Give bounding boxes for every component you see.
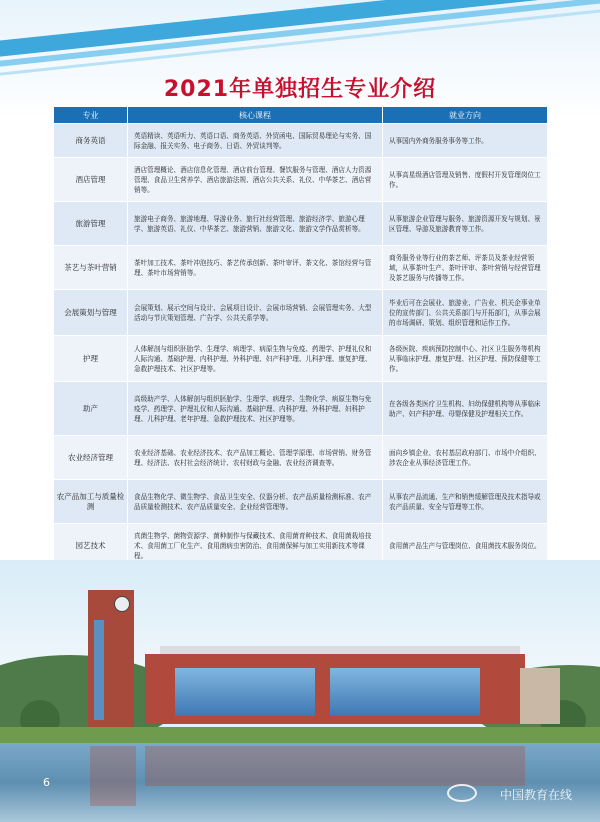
header-major: 专业 [54, 107, 128, 124]
careers-cell: 食用菌产品生产与管理岗位、食用菌技术服务岗位。 [383, 524, 548, 568]
careers-cell: 商务服务业等行业的茶艺师、评茶员及茶业经营领域，从事茶叶生产、茶叶评审、茶叶营销与经营管理及茶艺服务与传播等工作。 [383, 246, 548, 290]
courses-cell: 茶叶加工技术、茶叶冲泡技巧、茶艺传承创新、茶叶审评、茶文化、茶馆经营与管理、茶叶市场营销等。 [128, 246, 383, 290]
careers-cell: 在各级各类医疗卫生机构、妇幼保健机构等从事临床助产、妇产科护理、母婴保健及护理相关工作。 [383, 382, 548, 436]
careers-cell: 面向乡镇企业、农村基层政府部门、市场中介组织、涉农企业从事经济管理工作。 [383, 436, 548, 480]
courses-cell: 农业经济基础、农业经济技术、农产品加工概论、管理学原理、市场营销、财务管理、经济法、农村社会经济统计、农村财政与金融、农业经济调查等。 [128, 436, 383, 480]
table-row [54, 336, 548, 382]
major-cell: 农业经济管理 [54, 436, 128, 480]
table-row [54, 382, 548, 436]
careers-cell: 从事旅游企业管理与服务、旅游资源开发与规划、景区管理、导游及旅游教育等工作。 [383, 202, 548, 246]
courses-cell: 食品生物化学、微生物学、食品卫生安全、仪器分析、农产品质量检测标准、农产品质量检测技术、农产品质量安全、企业经营管理等。 [128, 480, 383, 524]
building-glass-facade [330, 668, 480, 716]
building-reflection [145, 746, 525, 786]
courses-cell: 英语精读、英语听力、英语口语、商务英语、外贸函电、国际贸易理论与实务、国际金融、报关实务、电子商务、日语、外贸谈判等。 [128, 124, 383, 158]
table-row [54, 480, 548, 524]
header-careers: 就业方向 [383, 107, 548, 124]
table-header-row [54, 107, 548, 124]
courses-cell: 酒店管理概论、酒店信息化管理、酒店前台管理、餐饮服务与管理、酒店人力资源管理、食品卫生营养学、酒店旅游法规、酒店公共关系、礼仪、中华茶艺、酒店营销等。 [128, 158, 383, 202]
majors-table-container [53, 106, 547, 568]
major-cell: 茶艺与茶叶营销 [54, 246, 128, 290]
page-title: 2021年单独招生专业介绍 [163, 77, 437, 102]
table-row [54, 290, 548, 336]
major-cell: 旅游管理 [54, 202, 128, 246]
watermark-logo [447, 784, 477, 802]
careers-cell: 从事国内外商务服务事务等工作。 [383, 124, 548, 158]
major-cell: 护理 [54, 336, 128, 382]
major-cell: 农产品加工与质量检测 [54, 480, 128, 524]
header-courses: 核心课程 [128, 107, 383, 124]
courses-cell: 会展策划、展示空间与设计、会展项目设计、会展市场营销、会展管理实务、大型活动与节庆策划管理、广告学、公共关系学等。 [128, 290, 383, 336]
courses-cell: 高级助产学、人体解剖与组织胚胎学、生理学、病理学、生物化学、病原生物与免疫学、药理学、护理礼仪和人际沟通、基础护理、内科护理、外科护理、妇科护理、儿科护理、老年护理、急救护理技术、社区护理等。 [128, 382, 383, 436]
courses-cell: 人体解剖与组织胚胎学、生理学、病理学、病原生物与免疫、药理学、护理礼仪和人际沟通、基础护理、内科护理、外科护理、妇产科护理、儿科护理、康复护理、急救护理技术、社区护理等。 [128, 336, 383, 382]
table-row [54, 202, 548, 246]
major-cell: 助产 [54, 382, 128, 436]
careers-cell: 各级医院、疾病预防控制中心、社区卫生服务等机构从事临床护理、康复护理、社区护理、预防保健等工作。 [383, 336, 548, 382]
major-cell: 园艺技术 [54, 524, 128, 568]
majors-table [53, 106, 548, 568]
courses-cell: 真菌生物学、菌物资源学、菌种制作与保藏技术、食用菌育种技术、食用菌栽培技术、食用菌工厂化生产、食用菌病虫害防治、食用菌保鲜与加工实用新技术等课程。 [128, 524, 383, 568]
careers-cell: 从事农产品流通、生产和销售缓解管理及技术指导或农产品质量、安全与管理等工作。 [383, 480, 548, 524]
clock-icon [114, 596, 130, 612]
careers-cell: 毕业后可在会展业、旅游业、广告业、机关企事业单位的宣传部门、公共关系部门与开拓部门，从事会展的市场调研、策划、组织管理和运作工作。 [383, 290, 548, 336]
courses-cell: 旅游电子商务、旅游地理、导游业务、旅行社经营管理、旅游经济学、旅游心理学、旅游英语、礼仪、中华茶艺、旅游营销、旅游文化、旅游文学作品赏析等。 [128, 202, 383, 246]
major-cell: 会展策划与管理 [54, 290, 128, 336]
major-cell: 商务英语 [54, 124, 128, 158]
page-number: 6 [43, 776, 50, 789]
table-row [54, 124, 548, 158]
watermark-text: 中国教育在线 [499, 788, 572, 802]
tower-reflection [90, 746, 136, 806]
side-building [520, 668, 560, 724]
lawn [0, 727, 600, 743]
major-cell: 酒店管理 [54, 158, 128, 202]
table-row [54, 158, 548, 202]
tower-window [94, 620, 104, 720]
careers-cell: 从事高星级酒店管理及销售、度假村开发管理岗位工作。 [383, 158, 548, 202]
building-glass-facade [175, 668, 315, 716]
building-roof [160, 646, 520, 654]
table-row [54, 246, 548, 290]
table-row [54, 436, 548, 480]
